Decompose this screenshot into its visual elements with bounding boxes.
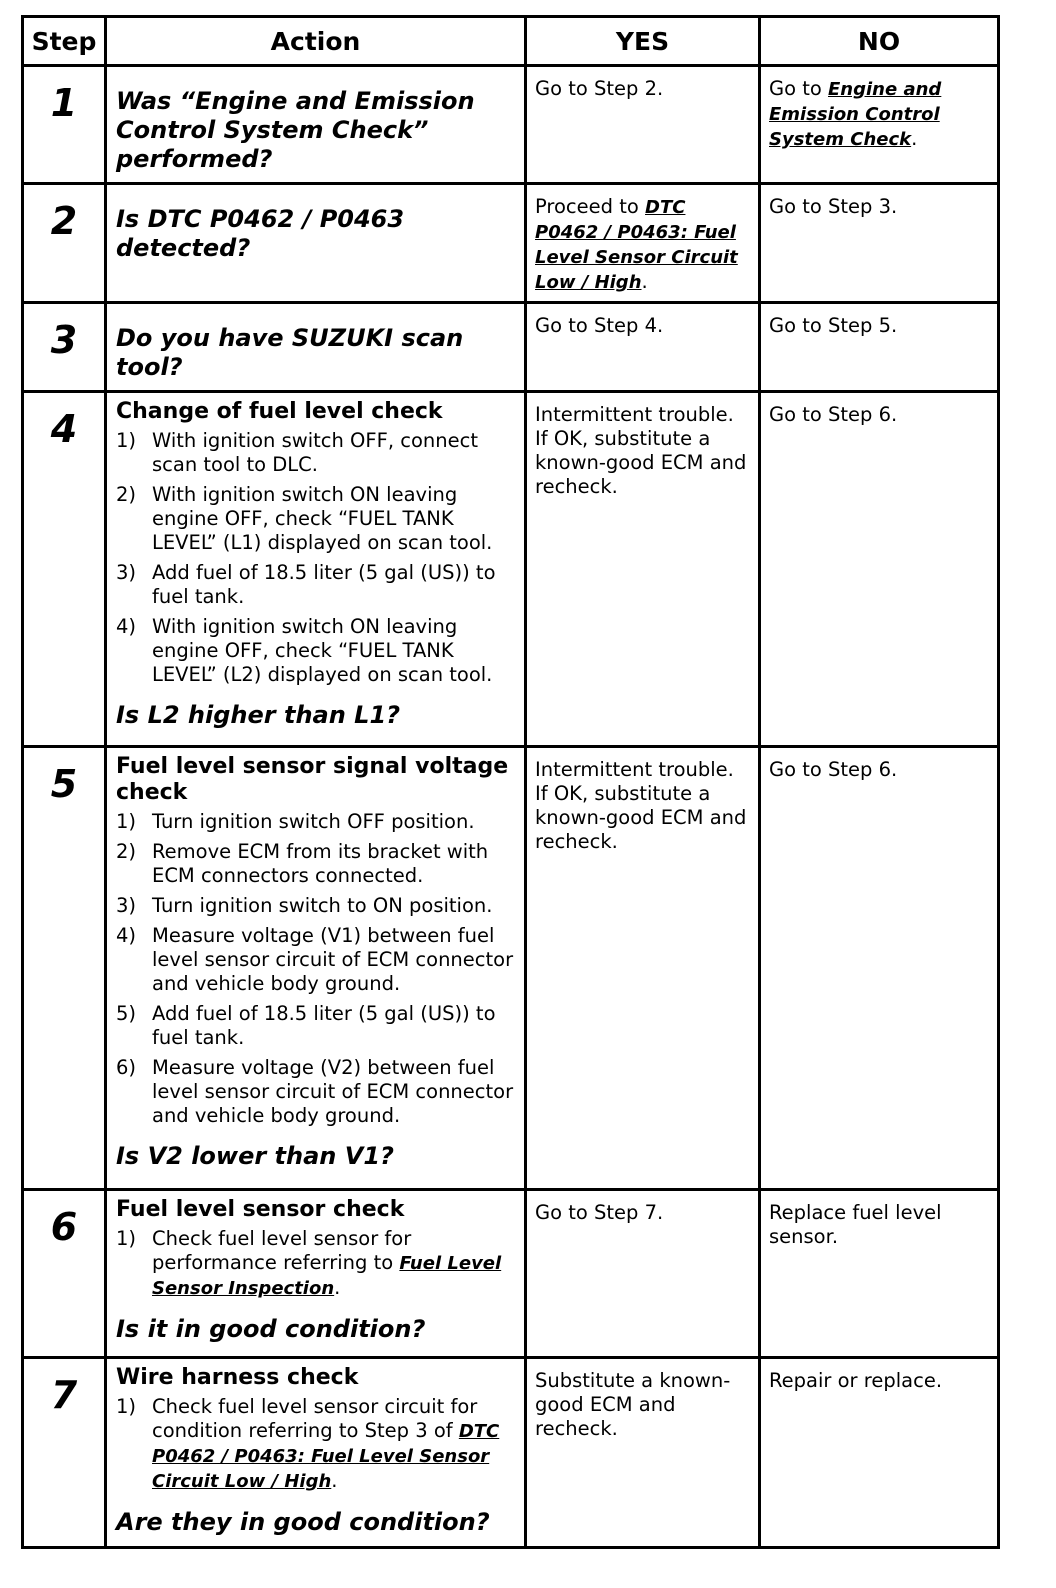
list-item [116, 840, 516, 888]
item-number: 3) [116, 894, 137, 917]
item-number: 2) [116, 483, 137, 506]
item-number: 6) [116, 1056, 137, 1079]
item-text: With ignition switch ON leaving engine OFF, check “FUEL TANK LEVEL” (L2) displayed on scan tool. [152, 615, 493, 686]
item-text: Check fuel level sensor for performance referring to [152, 1227, 412, 1274]
item-text: Turn ignition switch OFF position. [152, 810, 475, 833]
item-suffix: . [334, 1276, 341, 1299]
header-row [23, 17, 999, 66]
table-row [23, 747, 999, 1190]
table-row [23, 303, 999, 392]
question-text: Is V2 lower than V1? [116, 1142, 394, 1170]
item-number: 1) [116, 1395, 137, 1418]
procedure-list [116, 810, 516, 1128]
yes-cell [526, 184, 760, 303]
table-row [23, 66, 999, 184]
no-suffix: . [911, 127, 918, 150]
list-item [116, 810, 516, 834]
item-text: Check fuel level sensor circuit for condition referring to Step 3 of [152, 1395, 478, 1442]
list-item [116, 429, 516, 477]
dtc-link[interactable]: DTC P0462 / P0463: Fuel Level Sensor Circuit Low / High [535, 197, 738, 293]
item-text: Add fuel of 18.5 liter (5 gal (US)) to fuel tank. [152, 561, 496, 608]
action-cell [106, 184, 526, 303]
action-cell [106, 1190, 526, 1358]
list-item [116, 483, 516, 555]
action-cell [106, 1358, 526, 1548]
check-title: Fuel level sensor signal voltage check [116, 754, 509, 805]
item-text: Measure voltage (V2) between fuel level sensor circuit of ECM connector and vehicle body ground. [152, 1056, 514, 1127]
engine-check-link[interactable]: Engine and Emission Control System Check [769, 79, 942, 150]
no-text: Go to [769, 77, 829, 100]
item-text: With ignition switch OFF, connect scan tool to DLC. [152, 429, 478, 476]
list-item [116, 894, 516, 918]
list-item [116, 1056, 516, 1128]
list-item [116, 615, 516, 687]
table-row [23, 184, 999, 303]
question-text: Do you have SUZUKI scan tool? [116, 324, 464, 381]
step-number: 6 [23, 1190, 106, 1358]
action-cell [106, 66, 526, 184]
question-text: Is it in good condition? [116, 1315, 426, 1343]
question-text: Are they in good condition? [116, 1508, 490, 1536]
yes-cell: Intermittent trouble. If OK, substitute a known-good ECM and recheck. [526, 747, 760, 1190]
step-number: 1 [23, 66, 106, 184]
step-number: 5 [23, 747, 106, 1190]
item-suffix: . [331, 1469, 338, 1492]
item-text: With ignition switch ON leaving engine OFF, check “FUEL TANK LEVEL” (L1) displayed on scan tool. [152, 483, 493, 554]
question-text: Was “Engine and Emission Control System Check” performed? [116, 87, 475, 173]
step-number: 2 [23, 184, 106, 303]
list-item [116, 924, 516, 996]
step-number: 3 [23, 303, 106, 392]
list-item [116, 1002, 516, 1050]
table-row [23, 1358, 999, 1548]
list-item [116, 1395, 516, 1494]
no-cell [760, 66, 999, 184]
item-text: Measure voltage (V1) between fuel level sensor circuit of ECM connector and vehicle body ground. [152, 924, 514, 995]
no-cell: Repair or replace. [760, 1358, 999, 1548]
yes-cell: Go to Step 4. [526, 303, 760, 392]
item-number: 3) [116, 561, 137, 584]
item-number: 4) [116, 924, 137, 947]
question-text: Is DTC P0462 / P0463 detected? [116, 205, 405, 262]
procedure-list [116, 1227, 516, 1301]
item-number: 1) [116, 1227, 137, 1250]
no-cell: Go to Step 3. [760, 184, 999, 303]
header-yes: YES [526, 17, 760, 66]
no-cell: Go to Step 6. [760, 392, 999, 747]
item-text: Add fuel of 18.5 liter (5 gal (US)) to fuel tank. [152, 1002, 496, 1049]
list-item [116, 561, 516, 609]
item-number: 1) [116, 429, 137, 452]
procedure-list [116, 1395, 516, 1494]
step-number: 7 [23, 1358, 106, 1548]
action-cell [106, 392, 526, 747]
yes-cell: Substitute a known-good ECM and recheck. [526, 1358, 760, 1548]
header-step: Step [23, 17, 106, 66]
header-action: Action [106, 17, 526, 66]
yes-cell: Go to Step 2. [526, 66, 760, 184]
question-text: Is L2 higher than L1? [116, 701, 401, 729]
action-cell [106, 303, 526, 392]
yes-cell: Go to Step 7. [526, 1190, 760, 1358]
header-no: NO [760, 17, 999, 66]
procedure-list [116, 429, 516, 687]
check-title: Wire harness check [116, 1365, 359, 1390]
diagnostic-table [21, 15, 1000, 1549]
item-text: Remove ECM from its bracket with ECM connectors connected. [152, 840, 489, 887]
no-cell: Go to Step 5. [760, 303, 999, 392]
yes-text: Proceed to [535, 195, 646, 218]
yes-suffix: . [641, 270, 648, 293]
table-row [23, 1190, 999, 1358]
no-cell: Replace fuel level sensor. [760, 1190, 999, 1358]
step-number: 4 [23, 392, 106, 747]
dtc-link[interactable]: DTC P0462 / P0463: Fuel Level Sensor Circuit Low / High [152, 1421, 500, 1492]
list-item [116, 1227, 516, 1301]
no-cell: Go to Step 6. [760, 747, 999, 1190]
item-number: 2) [116, 840, 137, 863]
check-title: Fuel level sensor check [116, 1197, 405, 1222]
item-number: 5) [116, 1002, 137, 1025]
sensor-inspection-link[interactable]: Fuel Level Sensor Inspection [152, 1253, 502, 1299]
item-text: Turn ignition switch to ON position. [152, 894, 493, 917]
yes-cell: Intermittent trouble. If OK, substitute a known-good ECM and recheck. [526, 392, 760, 747]
item-number: 1) [116, 810, 137, 833]
table-row [23, 392, 999, 747]
check-title: Change of fuel level check [116, 399, 443, 424]
action-cell [106, 747, 526, 1190]
item-number: 4) [116, 615, 137, 638]
